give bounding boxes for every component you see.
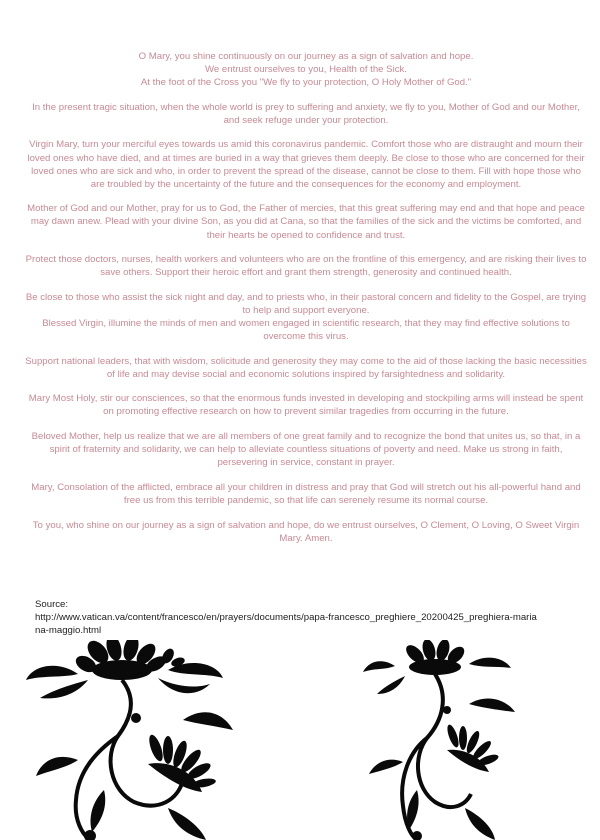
prayer-line: We entrust ourselves to you, Health of the Sick. xyxy=(205,64,407,76)
prayer-line: Mary Most Holy, stir our consciences, so that the enormous funds invested in developing and stockpiling arms will instead be spent on promoting effective research on how to prevent similar tragedies from occurring in the future. xyxy=(28,393,584,418)
prayer-paragraph-3 xyxy=(24,138,588,190)
source-url-line-1[interactable]: http://www.vatican.va/content/francesco/en/prayers/documents/papa-francesco_preghiere_20200425_preghiera-maria xyxy=(35,612,537,624)
right-flower-ornament-icon xyxy=(355,640,535,840)
prayer-line: Beloved Mother, help us realize that we are all members of one great family and to recognize the bond that unites us, so that, in a spirit of fraternity and solidarity, we can help to alleviate countless situations of poverty and need. Make us strong in faith, persevering in service, constant in prayer. xyxy=(31,431,581,469)
prayer-paragraph-6 xyxy=(24,291,588,343)
prayer-line: Support national leaders, that with wisdom, solicitude and generosity they may come to the aid of those lacking the basic necessities of life and may devise social and economic solutions inspired by farsightedness and solidarity. xyxy=(25,355,587,380)
prayer-paragraph-2 xyxy=(24,101,588,127)
source-url-line-2[interactable]: na-maggio.html xyxy=(35,625,102,637)
prayer-line: In the present tragic situation, when the whole world is prey to suffering and anxiety, we fly to you, Mother of God and our Mother, and seek refuge under your protection. xyxy=(32,101,580,126)
prayer-text xyxy=(24,50,588,556)
prayer-line: Mother of God and our Mother, pray for us to God, the Father of mercies, that this great suffering may end and that hope and peace may dawn anew. Plead with your divine Son, as you did at Cana, so that the families of the sick and the victims be comforted, and their hearts be opened to confidence and trust. xyxy=(27,203,585,241)
left-flower-ornament-icon xyxy=(18,640,273,840)
prayer-line: O Mary, you shine continuously on our journey as a sign of salvation and hope. xyxy=(138,51,474,62)
prayer-line: Blessed Virgin, illumine the minds of men and women engaged in scientific research, that they may find effective solutions to overcome this virus. xyxy=(42,318,570,343)
prayer-line: Be close to those who assist the sick night and day, and to priests who, in their pastoral concern and fidelity to the Gospel, are trying to help and support everyone. xyxy=(25,291,587,316)
prayer-line: At the foot of the Cross you "We fly to your protection, O Holy Mother of God." xyxy=(140,77,472,89)
prayer-line: To you, who shine on our journey as a sign of salvation and hope, do we entrust ourselves, O Clement, O Loving, O Sweet Virgin Mary. Amen. xyxy=(32,519,580,544)
prayer-paragraph-8 xyxy=(24,392,588,418)
prayer-paragraph-11 xyxy=(24,519,588,545)
source-label: Source: xyxy=(35,599,69,610)
flower-vine-icon xyxy=(355,640,535,840)
flower-vine-icon xyxy=(18,640,273,840)
prayer-line: Protect those doctors, nurses, health workers and volunteers who are on the frontline of this emergency, and are risking their lives to save others. Support their heroic effort and grant them strength, generosity and continued health. xyxy=(25,254,587,279)
prayer-paragraph-10 xyxy=(24,481,588,507)
prayer-paragraph-7 xyxy=(24,355,588,381)
prayer-paragraph-9 xyxy=(24,430,588,469)
prayer-line: Mary, Consolation of the afflicted, embrace all your children in distress and pray that God will stretch out his all-powerful hand and free us from this terrible pandemic, so that life can serenely resume its normal course. xyxy=(31,481,581,506)
source-citation xyxy=(35,598,590,637)
prayer-paragraph-4 xyxy=(24,202,588,241)
prayer-line: Virgin Mary, turn your merciful eyes towards us amid this coronavirus pandemic. Comfort those who are distraught and mourn their loved ones who have died, and at times are buried in a way that grieves them deeply. Be close to those who are concerned for their loved ones who are sick and who, in order to prevent the spread of the disease, cannot be close to them. Fill with hope those who are troubled by the uncertainty of the future and the consequences for the economy and employment. xyxy=(27,139,585,190)
prayer-paragraph-5 xyxy=(24,253,588,279)
prayer-paragraph-1 xyxy=(24,50,588,89)
